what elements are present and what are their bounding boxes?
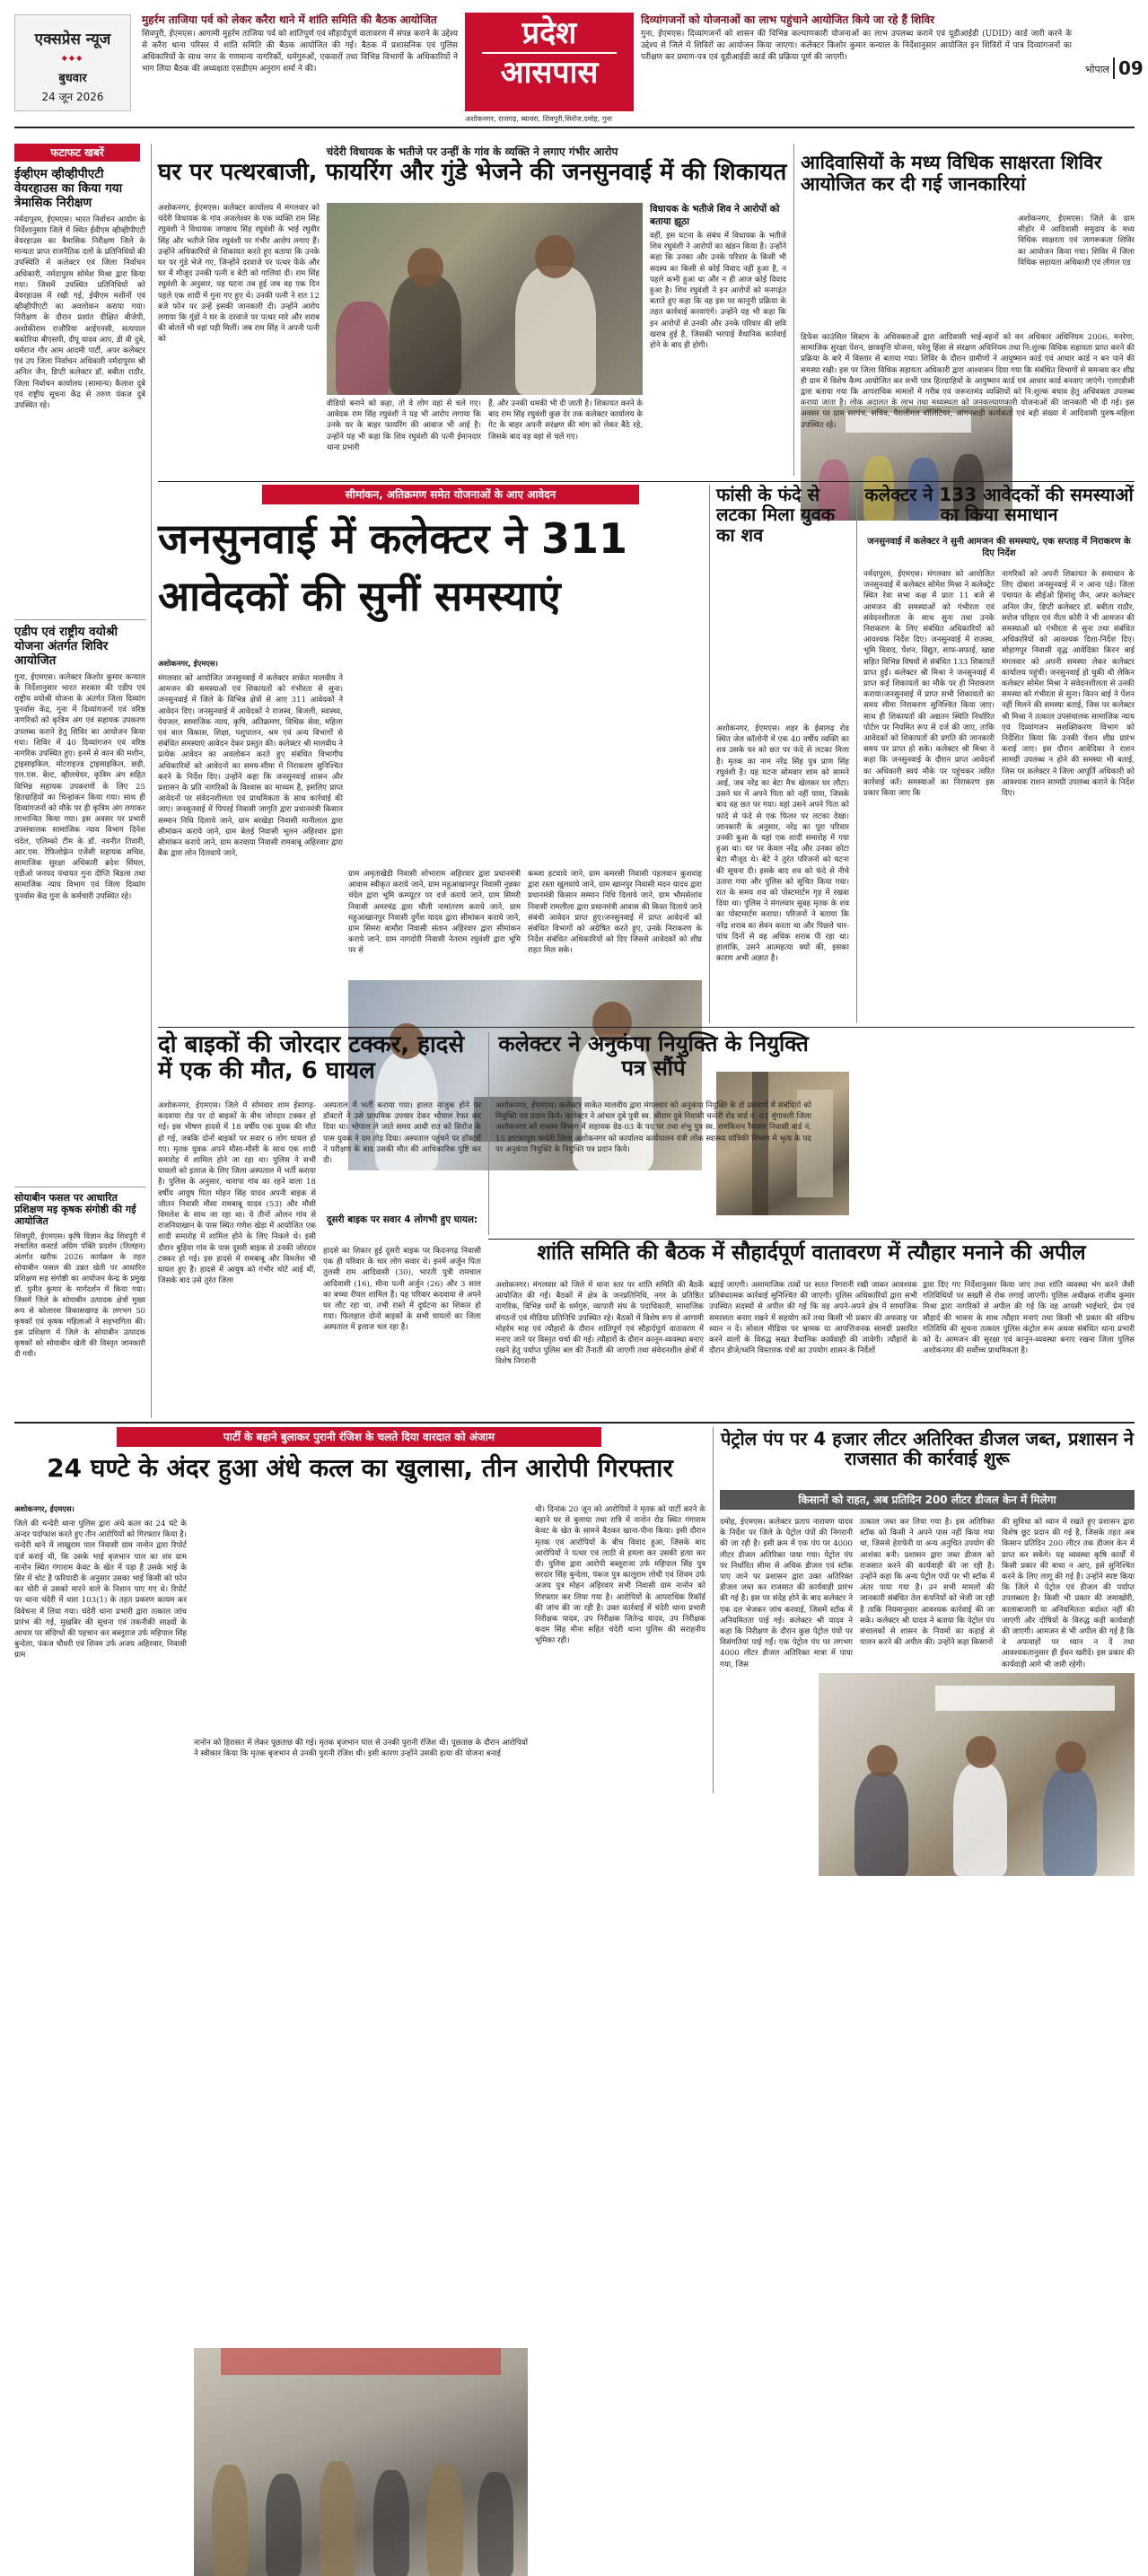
shanti-col1: अशोकनगर। मंगलवार को जिले में थाना स्तर पर शांति समिति की बैठकें आयोजित की गईं। बैठकों में क्षेत्र के जनप्रतिनिधि, नगर के प्रतिष्ठित नागरिक, विभिन्न धर्मों के धर्मगुरु, व्यापारी संघ के पदाधिकारी, सामाजिक संगठनों एवं मीडिया प्रतिनिधि उपस्थित रहे। बैठकों में विशेष रूप से आगामी मोहर्रम माह एवं त्यौहारों के दौरान शांतिपूर्ण एवं सौहार्दपूर्ण वातावरण में मनाए जाने पर विस्तृत चर्चा की गई। त्यौहारों के दौरान कानून-व्यवस्था बनाए रखने हेतु पर्याप्त पुलिस बल की तैनाती की जाएगी तथा संवेदनशील क्षेत्रों में विशेष निगरानी: [495, 1281, 704, 1367]
adivasi-text2: डिफेंस काउंसिल सिस्टम के अधिवक्ताओं द्वारा आदिवासी भाई-बहनों को वन अधिकार अधिनियम 2006, मनरेगा, सामाजिक सुरक्षा पेंशन, छात्रवृत्ति योजना, घरेलू हिंसा से संरक्षण अधिनियम तथा नि:शुल्क विधिक सहायता प्राप्त करने की प्रक्रिया के बारे में विस्तार से बताया गया। शिविर के दौरान ग्रामीणों ने आयुष्मान कार्ड एवं आधार कार्ड न बन पाने की समस्या रखी। इस पर जिला विधिक सहायता अधिकारी द्वारा आश्वासन दिया गया कि संबंधित विभागों से समन्वय कर शीघ्र ही ग्राम में विशेष कैम्प आयोजित कर सभी पात्र हितग्राहियों के आयुष्मान कार्ड एवं आधार कार्ड बनवाए जाएंगे। एलएडीसी द्वारा बताया गया कि आपराधिक मामलों में गरीब एवं जरूरतमंद व्यक्तियों को नि:शुल्क बचाव हेतु अधिवक्ता उपलब्ध कराया जाता है। लोक अदालत के लाभ तथा मध्यस्थता को जनकल्याणकारी योजनाओं की जानकारी भी दी गई। इस अवसर पर ग्राम सरपंच, सचिव, पैरालीगल वॉलिंटियर, आंगनबाड़ी कार्यकर्ता एवं बड़ी संख्या में आदिवासी पुरुष-महिला उपस्थित रहे।: [801, 333, 1135, 430]
sidebar-label-text: फटाफट खबरें: [50, 146, 104, 159]
jansunwai-banner-text: सीमांकन, अतिक्रमण समेत योजनाओं के आए आवेदन: [345, 488, 556, 501]
lead-col2: वीडियो बनाने को कहा, तो वे लोग वहां से चले गए। आवेदक राम सिंह रघुवंशी ने यह भी आरोप लगाया कि उनके घर के बाहर फायरिंग की आवाज भी आई है। उन्होंने यह भी कहा कि शिव रघुवंशी की पत्नी ईमानदार थाना प्रभारी: [327, 399, 481, 452]
adivasi-headline: आदिवासियों के मध्य विधिक साक्षरता शिविर आयोजित कर दी गई जानकारियां: [801, 152, 1102, 195]
collector133-col1: नर्मदापुरम, ईएमएस। मंगलवार को आयोजित जनसुनवाई में कलेक्टर सोमेश मिश्रा ने कलेक्ट्रेट स्थित रेवा सभा कक्ष में प्रातः 11 बजे से आमजन की समस्याओं को गंभीरता एवं संवेदनशीलता के साथ सुना तथा उनके निराकरण के लिए संबंधित अधिकारियों को आवश्यक निर्देश दिए। जनसुनवाई में राजस्व, भूमि विवाद, पेंशन, विद्युत, साफ-सफाई, खाद्य सहित विभिन्न विषयों से संबंधित 133 शिकायतें प्राप्त हुईं। कलेक्टर श्री मिश्रा ने जनसुनवाई में प्राप्त कई शिकायतों का मौके पर ही निराकरण कराया।जनसुनवाई में प्राप्त सभी शिकायतों का समय सीमा निराकरण सुनिश्चित किया जाए। साथ ही शिकायतों की अद्यतन स्थिति निर्धारित पोर्टल पर नियमित रूप से दर्ज की जाए, ताकि आवेदकों को शिकायतों की प्रगति की जानकारी समय पर प्राप्त हो सके। कलेक्टर श्री मिश्रा ने कहा कि जनसुनवाई के दौरान प्राप्त आवेदनों का अधिकारी स्वयं मौके पर पहुंचकर त्वरित कार्रवाई करें। समस्याओं का निराकरण इस प्रकार किया जाए कि: [863, 570, 995, 799]
collector133-headline: कलेक्टर ने 133 आवेदकों की समस्याओं का किया समाधान: [864, 484, 1134, 526]
sidebar-story-2: [14, 625, 145, 1181]
lead-kicker: चंदेरी विधायक के भतीजे पर उन्हीं के गांव के व्यक्ति ने लगाए गंभीर आरोप: [326, 145, 618, 158]
petrol-banner: [720, 1490, 1135, 1510]
sidebar-story-1: [14, 167, 145, 616]
masthead-brand-box: [14, 14, 131, 111]
shanti-headline: शांति समिति की बैठक में सौहार्दपूर्ण वातावरण में त्यौहार मनाने की अपील: [537, 1241, 1086, 1265]
masthead-brand: एक्सप्रेस न्यूज: [34, 31, 111, 48]
jansunwai-col3: कब्जा हटवाये जाने, ग्राम कमरसी निवासी पहलवान कुशवाह द्वारा रस्ता खुलवाये जाने, ग्राम खानपुर निवासी मदन यादव द्वारा प्रधानमंत्री किसान सम्मान निधि दिलाये जाने, ग्राम भौमसेलांव निवासी रामलीला द्वारा प्रधानमंत्री आवास की किस्त दिलाये जाने संबंधी आवेदन प्राप्त हुए।जनसुनवाई में प्राप्त आवेदनों को संबंधित विभागों को अग्रेषित करते हुए, उनके निराकरण के निर्देश संबंधित अधिकारियों को दिए जिससे आवेदकों को शीघ्र राहत मिल सके।: [528, 870, 702, 956]
top-right-text: गुना, ईएमएस। दिव्यांगजनों को शासन की विभिन्न कल्याणकारी योजनाओं का लाभ उपलब्ध कराने एवं यूडीआईडी (UDID) कार्ड जारी करने के उद्देश्य से जिले में शिविरों का आयोजन किया जाएगा। कलेक्टर किशोर कुमार कन्याल के निर्देशानुसार आयोजित इन शिविरों में पात्र दिव्यांगजनों का परीक्षण कर प्रमाण-पत्र एवं यूडीआईडी कार्ड की प्रक्रिया पूर्ण की जाएगी।: [641, 30, 1072, 62]
top-left-story: [142, 14, 458, 115]
sidebar-story2-headline: एडीप एवं राष्ट्रीय वयोश्री योजना अंतर्गत शिविर आयोजित: [14, 625, 118, 669]
petrol-headline: पेट्रोल पंप पर 4 हजार लीटर अतिरिक्त डीजल जब्त, प्रशासन ने राजसात की कार्रवाई शुरू: [721, 1428, 1134, 1470]
jansunwai-headline: जनसुनवाई में कलेक्टर ने 311 आवेदकों की सुनीं समस्याएं: [158, 514, 628, 621]
sidebar-label: [14, 144, 140, 162]
top-right-headline: दिव्यांगजनों को योजनाओं का लाभ पहुंचाने आयोजित किये जा रहे हैं शिविर: [641, 13, 935, 26]
shanti-col3: द्वारा दिए गए निर्देशानुसार किया जाए तथा शांति व्यवस्था भंग करने जैसी गतिविधियों पर सख्ती से रोक लगाई जाएगी। पुलिस अधीक्षक राजीव कुमार मिश्रा द्वारा नागरिकों से अपील की गई कि वह आपसी भाईचारे, प्रेम एवं सौहार्द की भावना के साथ त्यौहार मनाएं तथा किसी भी प्रकार की संदिग्ध गतिविधि की सूचना तत्काल पुलिस कंट्रोल रूम अथवा संबंधित थाना प्रभारी को दें। आमजन की सुरक्षा एवं कानून-व्यवस्था बनाए रखना जिला पुलिस अशोकनगर की सर्वोच्च प्राथमिकता है।: [923, 1281, 1135, 1356]
murder-photo: [194, 2348, 528, 2576]
jansunwai-dateline: अशोकनगर, ईएमएस।: [158, 659, 218, 668]
petrol-col1: दमोह, ईएमएस। कलेक्टर प्रताप नारायण यादव के निर्देश पर जिले के पेट्रोल पंपों की निगरानी की जा रही है। इसी क्रम में एक पंप पर 4000 लीटर डीजल अतिरिक्त पाया गया। पेट्रोल पंप पर निर्धारित सीमा से अधिक डीजल एवं स्टॉक पाए जाने पर प्रशासन द्वारा उक्त अतिरिक्त डीजल जब्त कर राजसात की कार्यवाही प्रारंभ की गई है। इस पर संदेह होने के बाद कलेक्टर ने एक दल भेजकर जांच करवाई, जिसमें स्टॉक में अनियमितता पाई गई। कलेक्टर श्री यादव ने कहा कि निरीक्षण के दौरान कुछ पेट्रोल पंपों पर विसंगतियां पाई गईं। एक पेट्रोल पंप पर लगभग 4000 लीटर डीजल अतिरिक्त मात्रा में पाया गया, जिस: [720, 1518, 853, 1669]
phansi-text: अशोकनगर, ईएमएस। शहर के ईसागढ़ रोड स्थित जेल कॉलोनी में एक 40 वर्षीय व्यक्ति का शव उसके घर को छत पर फंदे से लटका मिला है। मृतक का नाम नरेंद्र सिंह पुत्र प्राण सिंह रघुवंशी है। यह घटना सोमवार शाम को सामने आई, जब नरेंद्र का बेटा मैच खेलकर घर लौटा। उसने घर में अपने पिता को नहीं पाया, जिसके बाद वह छत पर गया। वहां उसने अपने पिता को फांदे से फंदे से एक फिलर पर लटका देखा। जानकारी के अनुसार, नरेंद्र का पूरा परिवार उनकी बुआ के यहां एक शादी समारोह में गया हुआ था। घर पर केवल नरेंद्र और उनका छोटा बेटा मौजूद थे। बेटे ने तुरंत परिजनों को घटना की सूचना दी। इसके बाद शव को फंदे से नीचे उतारा गया और पुलिस को सूचित किया गया। रात के समय शव को पोस्टमार्टम गृह में रखवा दिया था। पुलिस ने मंगलवार सुबह मृतक के शव का पोस्टमार्टम कराया। परिजनों ने बताया कि नरेंद्र शराब का सेवन करता था और पिछले चार-पांच दिनों से वह अधिक शराब पी रहा था। हालांकि, उसने आत्महत्या क्यों की, इसका कारण अभी अज्ञात है।: [716, 724, 849, 964]
section-cities: अशोकनगर, राजगढ़, ब्यावरा, शिवपुरी,सिरोंज,दमोह, गुना: [465, 115, 612, 123]
accident-col3: हादसे का शिकार हुई दूसरी बाइक पर किदनगढ़ निवासी एक ही परिवार के चार लोग सवार थे। इनमें अर्जुन पिता तुलसी राम आदिवासी (30), भारती पुत्री रामचाल आदिवासी (16), मीना पत्नी अर्जुन (26) और 3 साल का बच्चा रीयल शामिल हैं। यह परिवार कदवाया से अपने घर लौट रहा था, तभी रास्ते में दुर्घटना का शिकार हो गया। फिलहाल दोनों बाइकों के सभी घायलों का जिला अस्पताल में इलाज चल रहा है।: [323, 1247, 481, 1333]
section-title-2: आसपास: [500, 55, 599, 91]
masthead-date: 24 जून 2026: [41, 91, 104, 103]
top-left-headline: मुहर्रम ताजिया पर्व को लेकर करैरा थाने में शांति समिति की बैठक आयोजित: [142, 13, 437, 26]
section-title-1: प्रदेश: [521, 15, 577, 51]
phansi-headline: फांसी के फंदे से लटका मिला युवक का शव: [716, 484, 836, 546]
jansunwai-banner: [262, 485, 639, 504]
petrol-col3: की सुविधा को ध्यान में रखते हुए प्रशासन द्वारा विशेष छूट प्रदान की गई है, जिसके तहत अब किसान प्रतिदिन 200 लीटर तक डीजल केन में प्राप्त कर सकेंगे। यह व्यवस्था कृषि कार्यों में किसी प्रकार की बाधा न आए, इसे सुनिश्चित करने के लिए लागू की गई है। उन्होंने स्पष्ट किया कि जिले में पेट्रोल एवं डीजल की पर्याप्त उपलब्धता है। किसी भी प्रकार की जमाखोरी, कालाबाजारी या अनियमितता बर्दाश्त नहीं की जाएगी और दोषियों के विरुद्ध कड़ी कार्यवाही की जाएगी। आमजन से भी अपील की गई है कि वे अफवाहों पर ध्यान न दें तथा आवश्यकतानुसार ही ईंधन खरीदें। इस प्रकार की कार्यवाही आगे भी जारी रहेगी।: [1002, 1518, 1135, 1669]
sidebar-story-3: [14, 1192, 145, 1425]
accident-subkicker: दूसरी बाइक पर सवार 4 लोगभी हुए घायल:: [326, 1214, 478, 1225]
petrol-banner-text: किसानों को राहत, अब प्रतिदिन 200 लीटर डीजल केन में मिलेगा: [798, 1494, 1056, 1506]
lead-headline: घर पर पत्थरबाजी, फायरिंग और गुंडे भेजने की जनसुनवाई में की शिकायत: [158, 159, 787, 186]
lead-side-text: वहीं, इस घटना के संबंध में विधायक के भतीजे शिव रघुवंशी ने आरोपों का खंडन किया है। उन्होंने कहा कि उनका और उनके परिवार के किसी भी सदस्य का किसी से कोई विवाद नहीं हुआ है, न पहले कभी हुआ था और न ही आज कोई विवाद हुआ है। शिव रघुवंशी ने इन आरोपों को मनगढ़ंत बताते हुए कहा कि वह इस पर कानूनी प्रक्रिया के तहत कार्रवाई करवाएंगे। उन्होंने यह भी कहा कि इन आरोपों से उनकी और उनके परिवार की छवि खराब हुई है, जिसकी भरपाई वैधानिक कार्रवाई होने के बाद ही होगी।: [650, 232, 786, 351]
shanti-col2: बढ़ाई जाएगी। असामाजिक तत्वों पर सतत निगरानी रखी जाकर आवश्यक प्रतिबंधात्मक कार्रवाई सुनिश्चित की जाएगी। पुलिस अधिकारियों द्वारा सभी उपस्थित सदस्यों से अपील की गई कि वह अपने-अपने क्षेत्र में सामाजिक समरसता बनाए रखने में सहयोग करें तथा किसी भी प्रकार की अफवाह पर ध्यान न दें। सोशल मीडिया पर भ्रामक या आपत्तिजनक सामग्री प्रसारित करने वालों के विरुद्ध सख्त वैधानिक कार्यवाही की जावेगी। त्यौहारों के दौरान डीजे/ध्वनि विस्तारक यंत्रों का उपयोग शासन के निर्देशों: [709, 1281, 917, 1356]
murder-caption: नानोन को हिरासत में लेकर पूछताछ की गई। मृतक बृजभान पाल से उनकी पुरानी रंजिश थी। पूछताछ के दौरान आरोपियों ने स्वीकार किया कि मृतक बृजभान से उनकी पुरानी रंजिश थी। इसी कारण उन्होंने उसकी हत्या की योजना बनाई: [194, 1739, 528, 1759]
section-box: [465, 13, 634, 111]
accident-col1: अशोकनगर, ईएमएस। जिले में सोमवार शाम ईसागढ़-कदवाया रोड पर दो बाइकों के बीच जोरदार टक्कर हो गई। इस भीषण हादसे में 18 वर्षीय एक युवक की मौत हो गई, जबकि दोनों बाइकों पर सवार 6 लोग घायल हो गए। मृतक युवक अपने मौसा-मौसी के साथ एक शादी समारोह में शामिल होने जा रहा था। पुलिस ने सभी घायलों को इलाज के लिए जिला अस्पताल में भर्ती कराया है। पुलिस के अनुसार, चारापा गांव का रहने वाला 18 वर्षीय आयुष पिता मोहन सिंह यादव अपनी बाइक से जीतन निवासी मौसा रामबाबू यादव (53) और मौसी विमलेश के साथ जा रहा था। ये तीनों ओलन गांव से राजनियाखान के पास स्थित गणेश खेड़ा में आयोजित एक शादी समारोह में शामिल होने के लिए निकले थे। इसी दौरान बुड़िया गांव के पास दूसरी बाइक से उनकी जोरदार टक्कर हो गई। इस हादसे में रामबाबू और विमलेश भी घायल हुए हैं। हादसे में आयुष को गंभीर चोटें आई थीं, जिसके बाद उसे तुरंत जिला: [158, 1101, 316, 1286]
murder-dateline: अशोकनगर, ईएमएस।: [14, 1504, 74, 1513]
sidebar-story2-text: गुना, ईएमएस। कलेक्टर किशोर कुमार कन्याल के निर्देशानुसार भारत सरकार की एडीप एवं राष्ट्रीय वयोश्री योजना के अंतर्गत जिला दिव्यांग पुनर्वास केंद्र, गुना में दिव्यांगजनों एवं वरिष्ठ नागरिकों को कृत्रिम अंग एवं सहायक उपकरण उपलब्ध कराने हेतु शिविर का आयोजन किया गया। शिविर में 40 दिव्यांगजन एवं वरिष्ठ नागरिक उपस्थित हुए। इनमें से कान की मशीन, ट्राइसाइकिल, मोटराइज्ड ट्राइसाइकिल, छड़ी, एल.एस. बेल्ट, व्हीलचेयर, कृत्रिम अंग सहित विभिन्न सहायक उपकरणों के लिए 25 हितग्राहियों का चिन्हांकन किया गया। साथ ही दिव्यांगजनों को मौके पर ही कृत्रिम अंग लगाकर लाभान्वित किया गया। इस अवसर पर प्रभारी उपसंचालक सामाजिक न्याय विभाग दिनेश चंदेल, एलिम्को टीम के डॉ. नवनीत तिवारी, आर.एस. रेफिलोफ़्रेन एजेंसी सहायक सचिव, सामाजिक सुरक्षा अधिकारी ब्रदेश सिंघल, एडीओ जनपद पंचायत गुना दीप्ति बिडला तथा सामाजिक न्याय विभाग एवं जिला दिव्यांग पुनर्वास केंद्र गुना के कर्मचारी उपस्थित रहे।: [14, 672, 145, 901]
collector133-col2: नागरिकों को अपनी शिकायत के समाधान के लिए दोबारा जनसुनवाई में न आना पड़े। जिला पंचायत के सीईओ हिमांशु जैन, अपर कलेक्टर अनिल जैन, डिप्टी कलेक्टर डॉ. बबीता राठौर, सरोज परिहार एवं नीता कोरी ने भी आमजन की समस्याओं को गंभीरता से सुना तथा संबंधित अधिकारियों को आवश्यक दिशा-निर्देश दिए। सोहागपुर निवासी वृद्ध आवेदिका किरन बाई मंगलवार को अपनी समस्या लेकर कलेक्टर कार्यालय पहुंचीं। जनसुनवाई हो चुकी थी लेकिन कलेक्टर सोमेश मिश्रा ने संवेदनशीलता से उनकी समस्या को गंभीरता से सुना। किरन बाई ने पेंशन नहीं मिलने की समस्या बताई, जिस पर कलेक्टर श्री मिश्रा ने तत्काल उपसंचालक सामाजिक न्याय एवं दिव्यांगजन सशक्तिकरण विभाग को निर्देशित किया कि उनकी पेंशन शीघ्र प्रारंभ कराई जाए। इस दौरान आवेदिका ने राशन सामग्री उपलब्ध न होने की समस्या भी बताई, जिस पर कलेक्टर ने जिला आपूर्ति अधिकारी को आवश्यक राशन सामग्री उपलब्ध कराने के निर्देश दिए।: [1002, 570, 1135, 799]
adivasi-text1: अशोकनगर, ईएमएस। जिले के ग्राम सीहोर में आदिवासी समुदाय के मध्य विधिक साक्षरता एवं जागरूकता शिविर का आयोजन किया गया। शिविर में जिला विधिक सहायता अधिकारी एवं लीगल एड: [1018, 215, 1135, 267]
lead-photo: [327, 203, 643, 395]
anukampa-headline: कलेक्टर ने अनुकंपा नियुक्ति के नियुक्ति पत्र सौंपे: [498, 1031, 809, 1081]
murder-headline: 24 घण्टे के अंदर हुआ अंधे कत्ल का खुलासा, तीन आरोपी गिरफ्तार: [47, 1453, 673, 1483]
accident-headline: दो बाइकों की जोरदार टक्कर, हादसे में एक की मौत, 6 घायल: [158, 1031, 465, 1085]
accident-col2: अस्पताल में भर्ती कराया गया। हालत नाजुक होने पर डॉक्टरों ने उसे प्राथमिक उपचार देकर भोपाल रेफर कर दिया था। भोपाल ले जाते समय आधी रात को सिरोंज के पास युवक ने दम तोड़ दिया। अस्पताल पहुंचने पर डॉक्टरों ने परीक्षण के बाद उसकी मौत की आधिकारिक पुष्टि कर दी।: [323, 1101, 481, 1166]
jansunwai-col1: मंगलवार को आयोजित जनसुनवाई में कलेक्टर साकेत मालवीय ने आमजन की समस्याओं एवं शिकायतों को गंभीरता से सुना। जनसुनवाई में जिले के विभिन्न क्षेत्रों से आए 311 आवेदकों ने आवेदन दिए। जनसुनवाई में आवेदकों ने राजस्व, बिजली, स्वास्थ्य, पेयजल, सामाजिक न्याय, कृषि, अतिक्रमण, विधिक सेवा, महिला एवं बाल विकास, शिक्षा, पशुपालन, श्रम एवं अन्य विभागों से संबंधित समस्याएं आवेदन देकर प्रस्तुत की। कलेक्टर श्री मालवीय ने प्रत्येक आवेदन का अवलोकन करते हुए संबंधित विभागीय अधिकारियों को आवेदनों का समय-सीमा में निराकरण सुनिश्चित करने के निर्देश दिए। उन्होंने कहा कि जनसुनवाई शासन और प्रशासन के प्रति नागरिकों के विश्वास का माध्यम है, इसलिए प्राप्त आवेदनों पर संवेदनशीलता एवं प्राथमिकता के साथ कार्रवाई की जाए। जनसुनवाई में पिपरई निवासी जागृति द्वारा प्रधानमंत्री किसान सम्मान निधि दिलाये जाने, ग्राम बरखेड़ा निवासी मानीलाल द्वारा सीमांकन कराये जाने, ग्राम बेलई निवासी भूलन अहिरवार द्वारा सीमांकन कराये जाने, ग्राम करवाया निवासी रामबाबू अहिरवार द्वारा बैंक द्वारा लोन दिलवाये जाने,: [158, 674, 343, 859]
masthead-weekday: बुधवार: [58, 72, 87, 85]
lead-side: [650, 203, 786, 481]
lead-col1: अशोकनगर, ईएमएस। कलेक्टर कार्यालय में मंगलवार को चंदेरी विधायक के गांव अजलेश्वर के एक व्यक्ति राम सिंह रघुवंशी ने विधायक जगन्नाथ सिंह रघुवंशी के भाई रघुवीर सिंह और भतीजे शिव रघुवंशी पर गंभीर आरोप लगाए हैं। उन्होंने अधिकारियों से शिकायत करते हुए बताया कि उनके घर पर गुंडे भेजे गए, जिन्होंने दरवाजे पर पत्थर फेंके और घर में मौजूद उनकी पत्नी व बेटी को गालियां दी। राम सिंह रघुवंशी के अनुसार, यह घटना तब हुई जब वह एक दिन पहले एक शादी में गुना गए हुए थे। उनकी पत्नी ने रात 12 बजे फोन पर उन्हें इसकी जानकारी दी। उन्होंने आरोप लगाया कि गुंडों ने घर के दरवाजे पर पत्थर मारे और शराब की बोतलें भी वहां पड़ी मिलीं। जब राम सिंह ने अपनी पत्नी को: [158, 204, 320, 345]
petrol-col2: तत्काल जब्त कर लिया गया है। इस अतिरिक्त स्टॉक को किसी ने अपने पास नहीं किया गया था, जिससे हेराफेरी या अन्य अनुचित उपयोग की आशंका बनी। प्रशासन द्वारा जब्त डीजल को राजसात करने की कार्यवाही की जा रही है। उन्होंने कहा कि अन्य पेट्रोल पंपों पर भी स्टॉक में अंतर पाया गया है। उन सभी मामलों की जानकारी संबंधित तेल कंपनियों को भेजी जा रही है ताकि नियमानुसार आवश्यक कार्रवाई की जा सके। कलेक्टर श्री यादव ने बताया कि पेट्रोल पंप संचालकों से शासन के नियमों का कड़ाई से पालन करने की अपील की। उन्होंने कहा किसानों: [860, 1518, 995, 1648]
sidebar-story3-text: शिवपुरी, ईएमएस। कृषि विज्ञान केंद्र शिवपुरी में संचालित कस्टर्ड अग्रिम पंक्ति प्रदर्शन (तिलहन) अंतर्गत खरीफ 2026 कार्यक्रम के तहत सोयाबीन फसल की उन्नत खेती पर आधारित प्रशिक्षण सह संगोष्ठी का आयोजन केन्द्र के प्रमुख डॉ. पुनीत कुमार के मार्गदर्शन में किया गया। जिसमें जिले के सोयाबीन उत्पादक क्षेत्रों मुख्य रूप से कोलारस विकासखण्ड के लगभग 50 कृषकों एवं कृषक महिलाओं ने सहभागिता की। इस प्रशिक्षण में जिले के सोयाबीन उत्पादक कृषकों को सोयाबीन खेती की विस्तृत जानकारी दी गयी।: [14, 1231, 145, 1358]
jansunwai-col2: ग्राम अमृताखेडी निवासी शोभाराम अहिरवार द्वारा प्रधानमंत्री आवास स्वीकृत कराये जाने, ग्राम महुआखानपुर निवासी नुन्नका चंदेल द्वारा भूमि कम्प्यूटर पर दर्ज कराये जाने, ग्राम सिमरी निवासी अमरचंद्र द्वारा चौली नामांतरण कराये जाने, ग्राम महुआखानपुर निवासी दुर्गेश यादव द्वारा सीमांकन कराये जाने, ग्राम सिमरा बामौरा निवासी संतान अहिरवार द्वारा सीमांकन कराये जाने, ग्राम नागदोरी निवासी नेतराम रघुवंशी द्वारा भूमि पर से: [348, 870, 521, 956]
top-left-text: शिवपुरी, ईएमएस। आगामी मुहर्रम ताजिया पर्व को शांतिपूर्ण एवं सौहार्दपूर्ण वातावरण में संपन्न कराने के उद्देश्य से करैरा थाना परिसर में शांति समिति की बैठक आयोजित की गई। बैठक में प्रशासनिक एवं पुलिस अधिकारियों के साथ नगर के गणमान्य नागरिकों, धर्मगुरुओं, एकवारों तथा विभिन्न विभागों के अधिकारियों ने भाग लिया बैठक की अध्यक्षता एसडीएम अनुराग शर्मा ने की।: [142, 30, 458, 74]
masthead-ornament: ◆◆◆: [61, 54, 84, 62]
murder-col2: थी। दिनांक 20 जून को आरोपियों ने मृतक को पार्टी करने के बहाने घर से बुलाया तथा रात्रि में नानोन रोड स्थित गंगाराम केवट के खेत के सामने बैठकर खाना-पीना किया। इसी दौरान मृतक एवं आरोपियों के बीच विवाद हुआ, जिसके बाद आरोपियों ने पत्थर एवं लाठी से हमला कर उसकी हत्या कर दी। पुलिस द्वारा आरोपी बब्लूराजा उर्फ महिपाल सिंह पुत्र सरदार सिंह बुन्देला, पंकज पुत्र कालूराम लोधी एवं शिवम उर्फ अजय पुत्र मोहन अहिरवार सभी निवासी ग्राम नानोन को गिरफ्तार कर लिया गया है। आरोपियों के आपराधिक रिकॉर्ड की जांच की जा रही है। उक्त कार्रवाई में चंदेरी थाना प्रभारी निरीक्षक यादव, उप निरीक्षक जितेन्द्र यादव, उप निरीक्षक कदम सिंह मीना सहित चंदेरी थाना पुलिस की सराहनीय भूमिका रही।: [535, 1505, 705, 1646]
lead-col3: हैं, और उनकी धमकी भी दी जाती है। शिकायत करने के बाद राम सिंह रघुवंशी कुछ देर तक कलेक्टर कार्यालय के गेट के बाहर अपनी सरंक्षण की मांग को लेकर बैठे रहे, जिसके बाद वह वहां से चले गए।: [488, 399, 643, 442]
murder-banner: [117, 1427, 601, 1447]
collector133-subhead: जनसुनवाई में कलेक्टर ने सुनी आमजन की समस्याएं, एक सप्ताह में निराकरण के दिए निर्देश: [867, 537, 1131, 558]
lead-side-kicker: विधायक के भतीजे शिव ने आरोपों को बताया झूठा: [650, 204, 780, 227]
sidebar-story1-text: नर्मदापुरम, ईएमएस। भारत निर्वाचन आयोग के निर्देशानुसार जिले में स्थित ईवीएम व्हीव्हीपीएटी वेयरहाउस का त्रैमासिक निरीक्षण जिले के मान्यता प्राप्त राजनैतिक दलों के प्रतिनिधियों की उपस्थिति में कलेक्टर एवं जिला निर्वाचन अधिकारी, नर्मदापुरम सोमेश मिश्रा द्वारा किया गया। जिसमें उपस्थित प्रतिनिधियों को वेयरहाउस में रखी गई, ईवीएम मशीनों एवं व्हीव्हीपीएटी का अवलोकन कराया गया। निरीक्षण के दौरान प्रशांत दीक्षित बीजेपी, अशोकीराम राजौरिया आईएनसी, सत्यपाल बकोरिया बीएसपी, दीपू यादव आप, डी वी दुबे, धर्मराज गौर आम आदमी पार्टी, अपर कलेक्टर एवं उप जिला निर्वाचन अधिकारी नर्मदापुरम श्री अनिल जैन, डिप्टी कलेक्टर डॉ. बबीता राठौर, जिला निर्वाचन कार्यालय (सामान्य) कैलाश दुबे एवं राष्ट्रीय सूचना केंद्र से तरुण पंकज दुबे उपस्थित रहे।: [14, 215, 145, 411]
masthead-city: भोपाल: [1084, 64, 1109, 75]
sidebar-story3-headline: सोयाबीन फसल पर आधारित प्रशिक्षण मइ कृषक संगोष्ठी की गई आयोजित: [14, 1192, 136, 1228]
murder-banner-text: पार्टी के बहाने बुलाकर पुरानी रंजिश के चलते दिया वारदात को अंजाम: [223, 1431, 495, 1443]
murder-col1: जिले की चन्देरी थाना पुलिस द्वारा अंधे कत्ल का 24 घंटे के अन्दर पर्दाफाश करते हुए तीन आरोपियों को गिरफ्तार किया है। चन्देरी थाने में लाखुराम पाल निवासी ग्राम नानोन द्वारा रिपोर्ट दर्ज कराई थी, कि उसके भाई बृजभान पाल का शव ग्राम नानोन स्थित गंगाराम केवट के खेत में पड़ा है उसके भाई के सिर में चोट है फरियादी के अनुसार उसका भाई किसी को फोन कर चोरी से उसको मारने वाले के निशान पाए गए थे। रिपोर्ट पर थाना चंदेरी में धारा 103(1) के तहत प्रकरण कायम कर विवेचना में लिया गया। चंदेरी थाना प्रभारी द्वारा तत्काल जांच प्रारंभ की गई, मुखबिर की सूचना एवं तकनीकी साक्ष्यों के आधार पर संदिग्धों की पहचान कर बब्लूराज उर्फ महिपाल सिंह बुन्देला, पंकज चौधरी एवं शिवम उर्फ अजय अहिरवार, निवासी ग्राम: [14, 1520, 187, 1660]
sidebar-story1-headline: ईव्हीएम व्हीव्हीपीएटी वेयरहाउस का किया गया त्रेमासिक निरीक्षण: [14, 167, 123, 211]
top-right-story: [641, 14, 1072, 115]
anukampa-text: अशोकनगर, ईएमएस। कलेक्टर साकेत मालवीय द्वारा मंगलवार को अनुकंपा नियुक्ति के दो प्रकरणों में संबंधितों को नियुक्ति पत्र प्रदान किये। कलेक्टर ने आंचल दुबे पुत्री स्व. श्रीराम दुबे निवासी चन्देरी रोड वार्ड न. 01 मुंगावली जिला अशोकनगर को राजस्व विभाग में सहायक ग्रेड-03 के पद पर तथा शंभु पुत्र स्व. रामकिशन रैकवार निवासी वार्ड नं. 15 हाटकापुरा चन्देरी जिला अशोकनगर को कार्यालय कार्यपालन यंत्री लोक स्वास्थ्य यांत्रिकी विभाग में भृत्य के पद पर अनुकंपा नियुक्ति के नियुक्ति पत्र प्रदान किये।: [495, 1101, 811, 1154]
page-number: 09: [1113, 57, 1140, 79]
